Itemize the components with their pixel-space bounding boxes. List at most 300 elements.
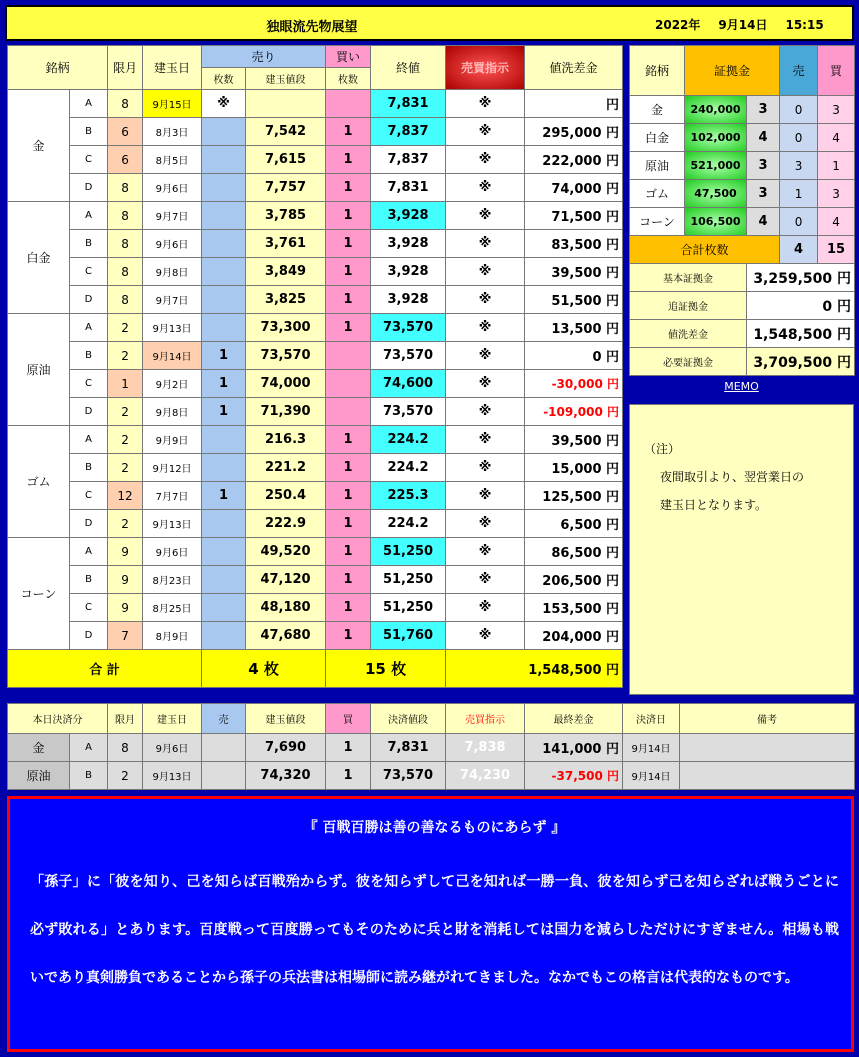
row-date: 9月7日: [143, 286, 202, 314]
side-name: 金: [630, 96, 685, 124]
memo-link[interactable]: MEMO: [629, 380, 854, 400]
row-month: 1: [108, 370, 143, 398]
row-diff: 86,500 円: [525, 538, 623, 566]
row-date: 8月9日: [143, 622, 202, 650]
table-row: [8, 342, 623, 370]
table-row: [8, 454, 623, 482]
table-row: [8, 538, 623, 566]
row-sell-qty[interactable]: [202, 622, 246, 650]
row-date: 9月14日: [143, 342, 202, 370]
row-diff: 204,000 円: [525, 622, 623, 650]
proverb-body: 「孫子」に「彼を知り、己を知らば百戦殆からず。彼を知らずして己を知れば一勝一負、彼を知らず己を知らざれば戦うごとに必ず敗れる」とあります。百度戦って百度勝ってもそのために兵と財を消耗しては国力を減らしただけにすぎません。相場も戦いであり真剣勝負であることから孫子の兵法書は相場師に読み継がれてきました。なかでもこの格言は代表的なものです。: [30, 874, 839, 986]
settle-col-title: 本日決済分: [8, 704, 108, 734]
col-meigara: 銘柄: [8, 46, 108, 90]
row-buy-qty[interactable]: 1: [326, 286, 371, 314]
row-key: B: [70, 342, 108, 370]
side-summary-value: 0 円: [747, 292, 855, 320]
settle-col-kai: 買: [326, 704, 371, 734]
row-diff: 74,000 円: [525, 174, 623, 202]
side-sell: 0: [780, 208, 818, 236]
row-entry-price[interactable]: [246, 90, 326, 118]
table-row: [8, 398, 623, 426]
settle-diff: 141,000 円: [525, 734, 623, 762]
row-diff: -109,000 円: [525, 398, 623, 426]
settle-date: 9月13日: [143, 762, 202, 790]
col-uri: 売り: [202, 46, 326, 68]
group-name: 原油: [8, 314, 70, 426]
col-baibai-button[interactable]: 売買指示: [446, 46, 525, 90]
row-buy-qty[interactable]: 1: [326, 454, 371, 482]
row-close: 51,760: [371, 622, 446, 650]
row-entry-price[interactable]: 73,570: [246, 342, 326, 370]
row-sell-qty[interactable]: [202, 594, 246, 622]
settle-entry-price: 74,320: [246, 762, 326, 790]
row-buy-qty[interactable]: 1: [326, 202, 371, 230]
settle-close: 7,831: [371, 734, 446, 762]
row-instruction: ※: [446, 342, 525, 370]
row-instruction: ※: [446, 426, 525, 454]
row-month: 6: [108, 146, 143, 174]
row-entry-price[interactable]: 3,761: [246, 230, 326, 258]
row-buy-qty[interactable]: [326, 90, 371, 118]
side-col-kai: 買: [818, 46, 855, 96]
settle-buy: 1: [326, 734, 371, 762]
col-owarine: 終値: [371, 46, 446, 90]
row-close: 7,831: [371, 90, 446, 118]
row-key: D: [70, 398, 108, 426]
row-close: 225.3: [371, 482, 446, 510]
row-buy-qty[interactable]: 1: [326, 594, 371, 622]
total-sell: 4 枚: [202, 650, 326, 688]
col-nearai: 値洗差金: [525, 46, 623, 90]
table-row: [8, 370, 623, 398]
table-row: [8, 174, 623, 202]
row-sell-qty[interactable]: [202, 174, 246, 202]
row-date: 9月8日: [143, 258, 202, 286]
row-instruction: ※: [446, 510, 525, 538]
row-buy-qty[interactable]: 1: [326, 426, 371, 454]
row-instruction: ※: [446, 370, 525, 398]
side-buy: 3: [818, 180, 855, 208]
row-date: 8月5日: [143, 146, 202, 174]
row-date: 7月7日: [143, 482, 202, 510]
row-buy-qty[interactable]: 1: [326, 566, 371, 594]
row-entry-price[interactable]: 7,615: [246, 146, 326, 174]
row-sell-qty[interactable]: 1: [202, 370, 246, 398]
side-name: コーン: [630, 208, 685, 236]
row-instruction: ※: [446, 258, 525, 286]
time: 15:15: [785, 18, 824, 32]
side-col-uri: 売: [780, 46, 818, 96]
side-buy: 4: [818, 208, 855, 236]
row-month: 2: [108, 454, 143, 482]
row-entry-price[interactable]: 221.2: [246, 454, 326, 482]
side-buy: 1: [818, 152, 855, 180]
row-diff: -30,000 円: [525, 370, 623, 398]
row-instruction: ※: [446, 90, 525, 118]
row-month: 9: [108, 538, 143, 566]
side-summary-row: [630, 264, 855, 292]
side-margin: 240,000: [685, 96, 747, 124]
header-bar: [5, 5, 854, 41]
row-instruction: ※: [446, 286, 525, 314]
row-date: 9月6日: [143, 174, 202, 202]
side-margin: 106,500: [685, 208, 747, 236]
settle-col-tategyokubi: 建玉日: [143, 704, 202, 734]
side-total-row: [630, 236, 855, 264]
row-key: B: [70, 454, 108, 482]
side-summary-value: 3,259,500 円: [747, 264, 855, 292]
settle-entry-price: 7,690: [246, 734, 326, 762]
settle-instruction: 7,838: [446, 734, 525, 762]
row-buy-qty[interactable]: 1: [326, 482, 371, 510]
side-qty: 3: [747, 152, 780, 180]
row-close: 3,928: [371, 202, 446, 230]
datetime: [655, 16, 842, 33]
row-key: C: [70, 146, 108, 174]
row-date: 9月6日: [143, 230, 202, 258]
row-month: 6: [108, 118, 143, 146]
settle-month: 8: [108, 734, 143, 762]
row-month: 8: [108, 202, 143, 230]
row-date: 9月12日: [143, 454, 202, 482]
row-buy-qty[interactable]: [326, 398, 371, 426]
row-close: 73,570: [371, 314, 446, 342]
side-row: [630, 96, 855, 124]
row-month: 8: [108, 174, 143, 202]
row-close: 224.2: [371, 454, 446, 482]
table-row: [8, 118, 623, 146]
settle-close: 73,570: [371, 762, 446, 790]
row-diff: 83,500 円: [525, 230, 623, 258]
side-name: ゴム: [630, 180, 685, 208]
row-entry-price[interactable]: 216.3: [246, 426, 326, 454]
row-month: 8: [108, 258, 143, 286]
row-sell-qty[interactable]: [202, 118, 246, 146]
row-sell-qty[interactable]: [202, 146, 246, 174]
row-buy-qty[interactable]: [326, 370, 371, 398]
memo-line-3: 建玉日となります。: [660, 498, 768, 512]
row-key: A: [70, 202, 108, 230]
row-close: 73,570: [371, 398, 446, 426]
row-sell-qty[interactable]: [202, 454, 246, 482]
settle-note: [680, 762, 855, 790]
row-date: 9月13日: [143, 314, 202, 342]
memo-line-2: 夜間取引より、翌営業日の: [660, 470, 805, 484]
side-summary-label: 追証拠金: [630, 292, 747, 320]
settlement-table: [7, 703, 855, 790]
row-close: 7,837: [371, 146, 446, 174]
total-row: [8, 650, 623, 688]
row-sell-qty[interactable]: [202, 202, 246, 230]
row-month: 9: [108, 566, 143, 594]
side-total-sell: 4: [780, 236, 818, 264]
row-key: A: [70, 90, 108, 118]
row-date: 9月13日: [143, 510, 202, 538]
group-name: ゴム: [8, 426, 70, 538]
row-close: 51,250: [371, 566, 446, 594]
row-diff: 13,500 円: [525, 314, 623, 342]
row-date: 8月23日: [143, 566, 202, 594]
col-kai: 買い: [326, 46, 371, 68]
row-key: D: [70, 174, 108, 202]
table-row: [8, 230, 623, 258]
side-qty: 4: [747, 124, 780, 152]
row-diff: 39,500 円: [525, 258, 623, 286]
settle-col-tategyoku-nedan: 建玉値段: [246, 704, 326, 734]
side-buy: 3: [818, 96, 855, 124]
row-date: 9月15日: [143, 90, 202, 118]
row-diff: 222,000 円: [525, 146, 623, 174]
row-date: 9月7日: [143, 202, 202, 230]
row-month: 8: [108, 90, 143, 118]
table-row: [8, 482, 623, 510]
total-label: 合 計: [8, 650, 202, 688]
settle-col-baibai: 売買指示: [446, 704, 525, 734]
side-summary-row: [630, 348, 855, 376]
row-sell-qty[interactable]: [202, 230, 246, 258]
row-entry-price[interactable]: 222.9: [246, 510, 326, 538]
row-instruction: ※: [446, 594, 525, 622]
settle-row: [8, 734, 855, 762]
row-key: C: [70, 258, 108, 286]
settle-key: B: [70, 762, 108, 790]
settle-key: A: [70, 734, 108, 762]
side-summary-row: [630, 320, 855, 348]
row-key: B: [70, 230, 108, 258]
row-diff: 15,000 円: [525, 454, 623, 482]
proverb-title: 『 百戦百勝は善の善なるものにあらず 』: [303, 820, 566, 836]
row-entry-price[interactable]: 74,000: [246, 370, 326, 398]
row-sell-qty[interactable]: ※: [202, 90, 246, 118]
table-row: [8, 146, 623, 174]
row-sell-qty[interactable]: 1: [202, 398, 246, 426]
group-name: 白金: [8, 202, 70, 314]
settle-col-saishu: 最終差金: [525, 704, 623, 734]
side-qty: 3: [747, 180, 780, 208]
row-entry-price[interactable]: 7,542: [246, 118, 326, 146]
row-sell-qty[interactable]: [202, 510, 246, 538]
col-tategyoku-nedan: 建玉値段: [246, 68, 326, 90]
settle-col-uri: 売: [202, 704, 246, 734]
row-entry-price[interactable]: 73,300: [246, 314, 326, 342]
row-instruction: ※: [446, 482, 525, 510]
group-name: 金: [8, 90, 70, 202]
table-row: [8, 622, 623, 650]
total-diff: 1,548,500 円: [446, 650, 623, 688]
row-close: 51,250: [371, 538, 446, 566]
row-entry-price[interactable]: 47,680: [246, 622, 326, 650]
row-entry-price[interactable]: 3,785: [246, 202, 326, 230]
row-month: 2: [108, 398, 143, 426]
row-close: 3,928: [371, 258, 446, 286]
row-date: 9月2日: [143, 370, 202, 398]
row-diff: 0 円: [525, 342, 623, 370]
side-summary-row: [630, 292, 855, 320]
settle-sell: [202, 762, 246, 790]
row-diff: 206,500 円: [525, 566, 623, 594]
row-close: 7,831: [371, 174, 446, 202]
table-row: [8, 510, 623, 538]
row-instruction: ※: [446, 454, 525, 482]
settle-instruction: 74,230: [446, 762, 525, 790]
row-sell-qty[interactable]: [202, 258, 246, 286]
side-summary-value: 3,709,500 円: [747, 348, 855, 376]
settle-date-done: 9月14日: [623, 734, 680, 762]
side-sell: 1: [780, 180, 818, 208]
row-buy-qty[interactable]: 1: [326, 146, 371, 174]
row-month: 2: [108, 314, 143, 342]
date: 9月14日: [718, 18, 768, 32]
settle-buy: 1: [326, 762, 371, 790]
row-date: 9月8日: [143, 398, 202, 426]
year: 2022年: [655, 18, 701, 32]
row-month: 2: [108, 426, 143, 454]
side-summary-value: 1,548,500 円: [747, 320, 855, 348]
row-instruction: ※: [446, 566, 525, 594]
row-diff: 円: [525, 90, 623, 118]
row-buy-qty[interactable]: 1: [326, 174, 371, 202]
settle-name: 金: [8, 734, 70, 762]
row-entry-price[interactable]: 49,520: [246, 538, 326, 566]
row-month: 8: [108, 230, 143, 258]
side-sell: 0: [780, 96, 818, 124]
row-month: 2: [108, 342, 143, 370]
row-buy-qty[interactable]: 1: [326, 510, 371, 538]
row-date: 8月25日: [143, 594, 202, 622]
memo-box: [629, 404, 854, 695]
row-close: 74,600: [371, 370, 446, 398]
row-instruction: ※: [446, 538, 525, 566]
row-instruction: ※: [446, 118, 525, 146]
row-instruction: ※: [446, 146, 525, 174]
row-entry-price[interactable]: 71,390: [246, 398, 326, 426]
row-close: 224.2: [371, 426, 446, 454]
page-title: 独眼流先物展望: [266, 20, 358, 35]
side-margin: 521,000: [685, 152, 747, 180]
col-tategyokubi: 建玉日: [143, 46, 202, 90]
side-col-shokokin: 証拠金: [685, 46, 780, 96]
side-total-buy: 15: [818, 236, 855, 264]
row-key: D: [70, 286, 108, 314]
row-buy-qty[interactable]: 1: [326, 538, 371, 566]
row-sell-qty[interactable]: 1: [202, 482, 246, 510]
side-summary-label: 基本証拠金: [630, 264, 747, 292]
row-month: 12: [108, 482, 143, 510]
row-entry-price[interactable]: 7,757: [246, 174, 326, 202]
row-sell-qty[interactable]: [202, 426, 246, 454]
row-close: 3,928: [371, 230, 446, 258]
settle-note: [680, 734, 855, 762]
row-sell-qty[interactable]: 1: [202, 342, 246, 370]
proverb-box: [7, 796, 854, 1052]
row-close: 7,837: [371, 118, 446, 146]
row-buy-qty[interactable]: 1: [326, 314, 371, 342]
row-key: B: [70, 118, 108, 146]
col-uri-maisu: 枚数: [202, 68, 246, 90]
settle-sell: [202, 734, 246, 762]
row-close: 73,570: [371, 342, 446, 370]
table-row: [8, 594, 623, 622]
row-instruction: ※: [446, 230, 525, 258]
row-key: D: [70, 510, 108, 538]
row-sell-qty[interactable]: [202, 314, 246, 342]
row-key: C: [70, 482, 108, 510]
settle-col-kessaibi: 決済日: [623, 704, 680, 734]
row-date: 9月9日: [143, 426, 202, 454]
table-row: [8, 202, 623, 230]
row-instruction: ※: [446, 174, 525, 202]
side-name: 白金: [630, 124, 685, 152]
row-buy-qty[interactable]: 1: [326, 258, 371, 286]
row-sell-qty[interactable]: [202, 538, 246, 566]
side-name: 原油: [630, 152, 685, 180]
row-diff: 6,500 円: [525, 510, 623, 538]
row-buy-qty[interactable]: 1: [326, 230, 371, 258]
row-entry-price[interactable]: 3,849: [246, 258, 326, 286]
row-month: 2: [108, 510, 143, 538]
row-entry-price[interactable]: 47,120: [246, 566, 326, 594]
col-gengetsu: 限月: [108, 46, 143, 90]
row-key: A: [70, 538, 108, 566]
settle-col-kessai-nedan: 決済値段: [371, 704, 446, 734]
side-summary-label: 値洗差金: [630, 320, 747, 348]
total-buy: 15 枚: [326, 650, 446, 688]
table-row: [8, 314, 623, 342]
side-total-label: 合計枚数: [630, 236, 780, 264]
row-key: B: [70, 566, 108, 594]
settle-diff: -37,500 円: [525, 762, 623, 790]
row-key: C: [70, 594, 108, 622]
row-sell-qty[interactable]: [202, 286, 246, 314]
row-date: 8月3日: [143, 118, 202, 146]
row-entry-price[interactable]: 3,825: [246, 286, 326, 314]
row-buy-qty[interactable]: 1: [326, 118, 371, 146]
row-sell-qty[interactable]: [202, 566, 246, 594]
settle-name: 原油: [8, 762, 70, 790]
row-diff: 71,500 円: [525, 202, 623, 230]
table-row: [8, 426, 623, 454]
row-buy-qty[interactable]: [326, 342, 371, 370]
row-entry-price[interactable]: 250.4: [246, 482, 326, 510]
side-sell: 0: [780, 124, 818, 152]
side-margin: 102,000: [685, 124, 747, 152]
col-kai-maisu: 枚数: [326, 68, 371, 90]
side-qty: 4: [747, 208, 780, 236]
table-row: [8, 90, 623, 118]
row-close: 224.2: [371, 510, 446, 538]
side-margin: 47,500: [685, 180, 747, 208]
settle-date-done: 9月14日: [623, 762, 680, 790]
row-entry-price[interactable]: 48,180: [246, 594, 326, 622]
row-instruction: ※: [446, 622, 525, 650]
table-row: [8, 286, 623, 314]
table-row: [8, 258, 623, 286]
row-buy-qty[interactable]: 1: [326, 622, 371, 650]
positions-table: [7, 45, 623, 688]
row-diff: 39,500 円: [525, 426, 623, 454]
row-date: 9月6日: [143, 538, 202, 566]
side-sell: 3: [780, 152, 818, 180]
settle-date: 9月6日: [143, 734, 202, 762]
row-diff: 295,000 円: [525, 118, 623, 146]
row-key: D: [70, 622, 108, 650]
side-row: [630, 152, 855, 180]
row-month: 9: [108, 594, 143, 622]
table-row: [8, 566, 623, 594]
settle-col-biko: 備考: [680, 704, 855, 734]
row-close: 3,928: [371, 286, 446, 314]
